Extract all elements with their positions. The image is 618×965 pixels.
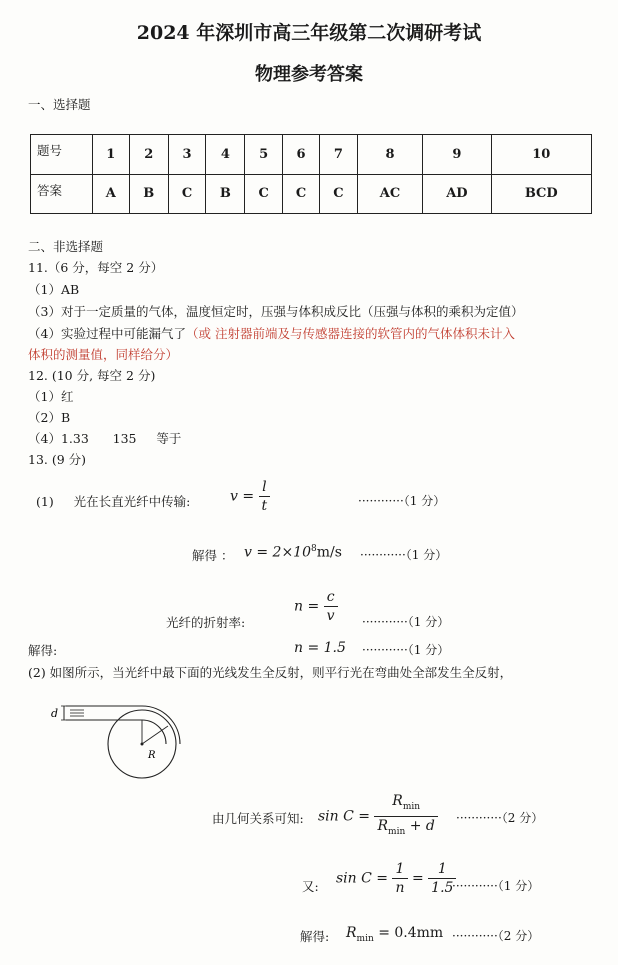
q13-eq-sinC — [336, 860, 456, 897]
fraction — [374, 792, 437, 841]
denominator-tail: + d — [405, 817, 435, 834]
q12-header: 12. (10 分, 每空 2 分) — [28, 368, 156, 383]
q11-header: 11.（6 分，每空 2 分） — [28, 260, 164, 275]
exponent: 8 — [311, 544, 317, 554]
q11-answer-4 — [28, 324, 515, 342]
row-label-answer: 答案 — [31, 174, 93, 214]
fiber-bend-figure — [48, 696, 198, 786]
q11-answer-1: （1）AB — [28, 282, 80, 297]
denominator — [374, 817, 437, 841]
q11-answer-4-alt: （或 注射器前端及与传感器连接的软管内的气体体积未计入 — [185, 326, 515, 341]
table-cell: 8 — [357, 135, 423, 175]
you-label: 又: — [302, 879, 319, 894]
answer-table — [30, 134, 592, 214]
table-cell: C — [320, 174, 357, 214]
fig-label-R: R — [148, 750, 156, 761]
table-cell: 10 — [491, 135, 591, 175]
denominator: n — [395, 880, 405, 896]
table-row — [31, 174, 592, 214]
result-value: = 0.4mm — [373, 925, 444, 941]
table-cell: 3 — [168, 135, 205, 175]
q12-answer-1: （1）红 — [28, 389, 74, 404]
table-cell: 7 — [320, 135, 357, 175]
score-note: ············（2 分） — [452, 929, 540, 943]
score-note: ············（1 分） — [362, 643, 450, 657]
jiede-label: 解得: — [28, 643, 58, 658]
q13-final-result — [346, 925, 443, 944]
table-cell: C — [168, 174, 205, 214]
page-subtitle: 物理参考答案 — [255, 64, 363, 85]
score-note: ············（1 分） — [452, 879, 540, 893]
page-title: 2024 年深圳市高三年级第二次调研考试 — [136, 22, 482, 44]
unit: m/s — [316, 544, 342, 561]
solve-label: 解得 ： — [192, 548, 234, 563]
q11-answer-4-text: （4）实验过程中可能漏气了 — [28, 326, 186, 341]
row-label-number: 题号 — [31, 135, 93, 175]
score-note: ············（2 分） — [456, 811, 544, 825]
numerator-sub: min — [402, 801, 421, 812]
section-choice-heading: 一、选择题 — [28, 97, 91, 112]
table-row — [31, 135, 592, 175]
table-cell: AD — [423, 174, 491, 214]
denominator: 1.5 — [431, 880, 454, 896]
fraction — [392, 860, 407, 897]
eq-sign: = — [411, 870, 424, 887]
fraction — [259, 478, 271, 515]
eq-lhs: n = — [294, 598, 320, 615]
table-cell: 1 — [93, 135, 130, 175]
eq-text: v = 2×10 — [244, 544, 311, 561]
score-note: ············（1 分） — [362, 615, 450, 629]
q12-answer-2: （2）B — [28, 410, 71, 425]
geo-label: 由几何关系可知: — [212, 811, 304, 826]
fraction — [324, 588, 338, 625]
table-cell: C — [245, 174, 282, 214]
q13-header: 13. (9 分) — [28, 452, 87, 467]
q11-answer-4-alt-cont: 体积的测量值，同样给分） — [28, 347, 179, 362]
final-label: 解得: — [300, 929, 330, 944]
section-nonchoice-heading: 二、非选择题 — [28, 239, 104, 254]
q13-n-value: n = 1.5 — [294, 640, 346, 656]
numerator — [374, 792, 437, 817]
eq-lhs: sin C = — [318, 808, 371, 825]
q13-eq-v-value — [244, 544, 342, 561]
score-note: ············（1 分） — [358, 494, 446, 508]
eq-lhs: v = — [230, 488, 255, 505]
denominator-var: R — [377, 817, 389, 834]
score-note: ············（1 分） — [360, 548, 448, 562]
result-var: R — [346, 925, 357, 941]
table-cell: 5 — [245, 135, 282, 175]
q13-part2-text: (2) 如图所示，当光纤中最下面的光线发生全反射，则平行光在弯曲处全部发生全反射， — [28, 665, 513, 680]
table-cell: 4 — [206, 135, 245, 175]
q11-answer-3: （3）对于一定质量的气体，温度恒定时，压强与体积成反比（压强与体积的乘积为定值） — [28, 304, 524, 319]
table-cell: AC — [357, 174, 423, 214]
fig-label-d: d — [51, 707, 59, 720]
table-cell: C — [282, 174, 319, 214]
numerator: 1 — [428, 860, 456, 879]
denominator-sub: min — [388, 826, 406, 837]
denominator: t — [261, 498, 268, 514]
table-cell: A — [93, 174, 130, 214]
q13-eq-sinC-geo — [318, 792, 438, 841]
result-sub: min — [356, 933, 374, 944]
q12-answer-4: （4）1.33 135 等于 — [28, 431, 182, 446]
numerator-var: R — [392, 793, 403, 809]
denominator: v — [326, 608, 335, 624]
table-cell: BCD — [491, 174, 591, 214]
q13-eq-v-lt — [230, 478, 270, 515]
q13-part1-label: (1) 光在长直光纤中传输: — [36, 494, 191, 509]
table-cell: 6 — [282, 135, 319, 175]
numerator: l — [259, 478, 271, 497]
index-label: 光纤的折射率: — [166, 615, 246, 630]
numerator: c — [324, 588, 338, 607]
q13-eq-n-cv — [294, 588, 338, 625]
table-cell: B — [206, 174, 245, 214]
table-cell: B — [129, 174, 168, 214]
eq-lhs: sin C = — [336, 870, 389, 887]
table-cell: 2 — [129, 135, 168, 175]
table-cell: 9 — [423, 135, 491, 175]
numerator: 1 — [392, 860, 407, 879]
